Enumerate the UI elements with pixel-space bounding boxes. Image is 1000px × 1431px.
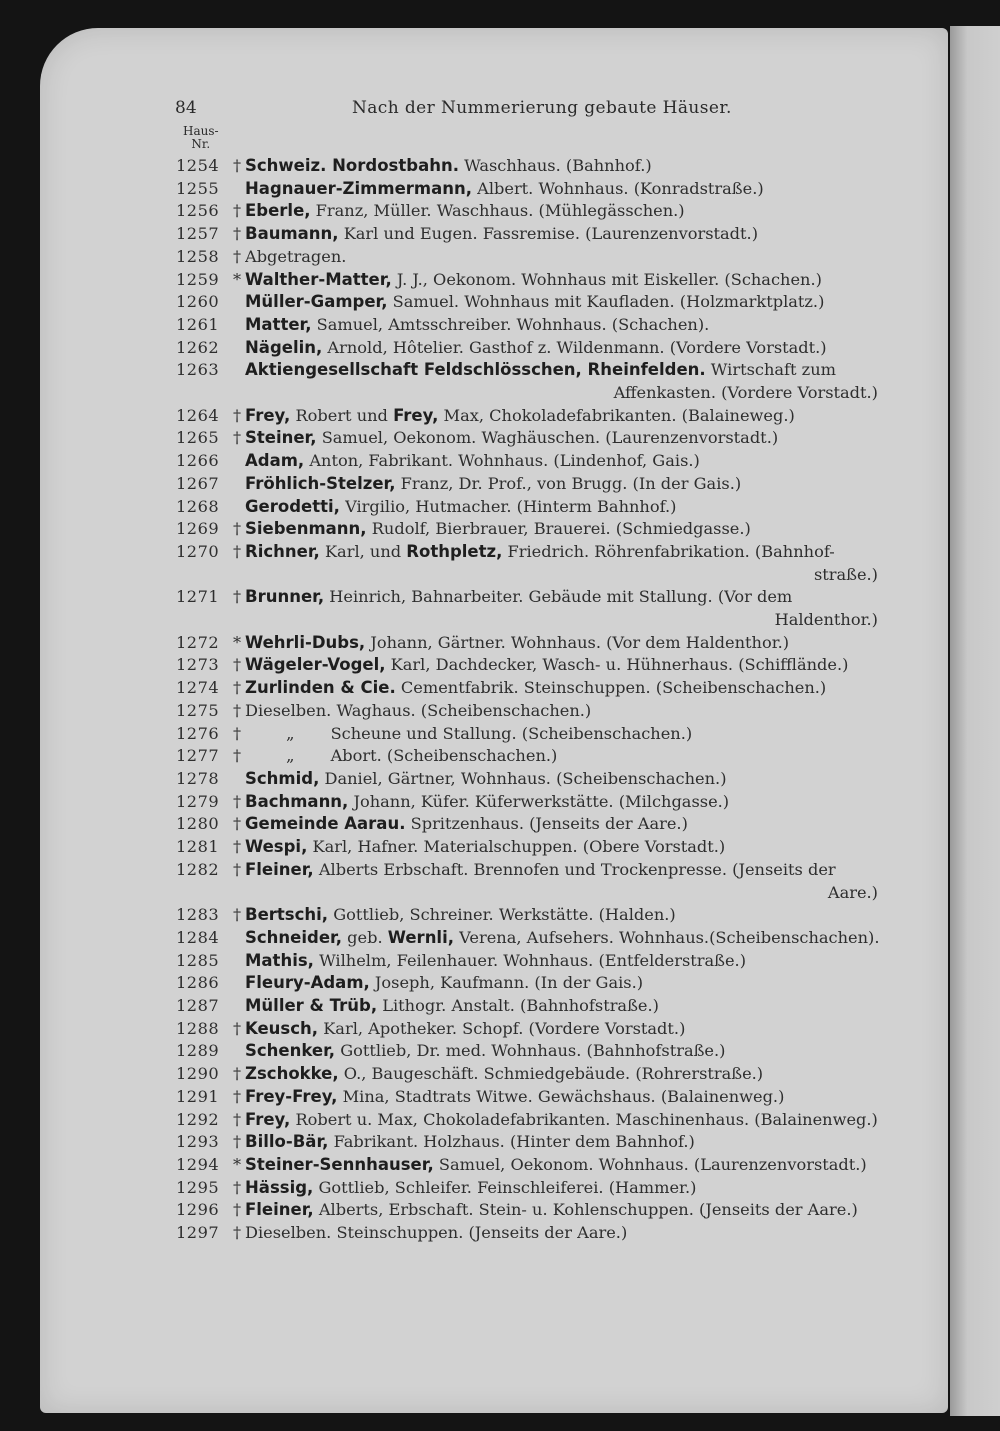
entry-mark <box>229 450 245 473</box>
list-item <box>176 405 906 428</box>
list-item <box>176 1222 906 1245</box>
entry-description: Fabrikant. Holzhaus. (Hinter dem Bahnhof.) <box>328 1132 695 1152</box>
house-number: 1290 <box>176 1064 220 1084</box>
house-number: 1276 <box>176 723 220 743</box>
entry-text <box>245 1109 906 1132</box>
owner-name: Zschokke, <box>245 1064 339 1084</box>
house-number: 1281 <box>176 837 220 857</box>
entry-mark: * <box>232 269 242 289</box>
entry-description: Franz, Müller. Waschhaus. (Mühlegässchen.) <box>310 201 685 221</box>
owner-name: Billo-Bär, <box>245 1132 329 1152</box>
entry-text <box>245 654 906 677</box>
owner-name-2: Rothpletz, <box>406 541 503 561</box>
list-item <box>176 1018 906 1041</box>
entry-mark <box>229 337 245 360</box>
entry-text <box>245 200 906 223</box>
entry-text <box>245 1086 906 1109</box>
list-item <box>176 1086 906 1109</box>
entry-mark <box>229 972 245 995</box>
house-number: 1282 <box>176 859 220 879</box>
entry-description: Virgilio, Hutmacher. (Hinterm Bahnhof.) <box>339 496 677 516</box>
entry-description: Robert und <box>290 405 394 425</box>
entry-mark: † <box>232 1177 242 1197</box>
list-item <box>176 813 906 836</box>
entry-text <box>245 1177 906 1200</box>
house-number: 1265 <box>176 428 220 448</box>
owner-name: Steiner-Sennhauser, <box>245 1154 434 1174</box>
entry-text <box>245 768 906 791</box>
owner-name: Frey, <box>245 1109 291 1129</box>
house-number: 1270 <box>176 541 220 561</box>
entry-mark: † <box>232 541 242 561</box>
list-item <box>176 859 906 882</box>
entry-description: Arnold, Hôtelier. Gasthof z. Wildenmann. (Vordere Vorstadt.) <box>322 337 827 357</box>
entry-mark: † <box>232 814 242 834</box>
owner-name: Müller-Gamper, <box>245 292 388 312</box>
list-item <box>176 200 906 223</box>
entry-text <box>245 246 906 269</box>
entry-text <box>245 291 906 314</box>
owner-name: Matter, <box>245 314 312 334</box>
list-item <box>176 836 906 859</box>
entry-text <box>245 745 906 768</box>
house-number: 1257 <box>176 224 220 244</box>
entry-description: geb. <box>342 927 388 947</box>
list-item <box>176 972 906 995</box>
list-item <box>176 518 906 541</box>
entry-mark: † <box>232 723 242 743</box>
entry-mark <box>229 995 245 1018</box>
entry-mark: † <box>232 428 242 448</box>
house-number: 1288 <box>176 1018 220 1038</box>
entry-text <box>245 450 906 473</box>
entry-mark: † <box>232 655 242 675</box>
entry-mark: † <box>232 1132 242 1152</box>
entry-description: Karl, und <box>319 541 407 561</box>
list-item <box>176 246 906 269</box>
entry-description: „ Scheune und Stallung. (Scheibenschachen.) <box>245 723 693 743</box>
entry-description-2: Friedrich. Röhrenfabrikation. (Bahnhof- <box>502 541 835 561</box>
house-number: 1259 <box>176 269 220 289</box>
house-number: 1295 <box>176 1177 220 1197</box>
entry-mark: † <box>232 405 242 425</box>
list-item <box>176 359 906 382</box>
entry-description: Karl, Apotheker. Schopf. (Vordere Vorstadt.) <box>318 1018 686 1038</box>
entry-text <box>245 950 906 973</box>
house-number: 1278 <box>176 768 220 788</box>
list-item <box>176 904 906 927</box>
house-number: 1280 <box>176 814 220 834</box>
entry-description: Karl und Eugen. Fassremise. (Laurenzenvorstadt.) <box>338 224 759 244</box>
entry-description: Samuel, Amtsschreiber. Wohnhaus. (Schachen). <box>311 314 710 334</box>
house-number: 1268 <box>176 496 220 516</box>
owner-name: Wespi, <box>245 837 308 857</box>
house-number: 1287 <box>176 996 220 1016</box>
entry-mark <box>229 291 245 314</box>
house-number: 1254 <box>176 156 220 175</box>
entry-description: O., Baugeschäft. Schmiedgebäude. (Rohrerstraße.) <box>338 1064 764 1084</box>
entry-text <box>245 1131 906 1154</box>
list-item <box>176 223 906 246</box>
entry-text <box>245 836 906 859</box>
owner-name: Steiner, <box>245 428 317 448</box>
list-item <box>176 723 906 746</box>
entry-text <box>245 1222 906 1245</box>
entry-mark: † <box>232 1064 242 1084</box>
owner-name: Bachmann, <box>245 791 349 811</box>
list-item <box>176 927 906 950</box>
list-item <box>176 178 906 201</box>
owner-name: Schenker, <box>245 1041 336 1061</box>
house-number: 1275 <box>176 700 220 720</box>
entry-text <box>245 337 906 360</box>
owner-name: Hagnauer-Zimmermann, <box>245 178 472 198</box>
page-title: Nach der Nummerierung gebaute Häuser. <box>352 98 732 118</box>
next-page-edge <box>950 26 1000 1416</box>
house-number: 1293 <box>176 1132 220 1152</box>
entry-mark: † <box>232 224 242 244</box>
column-label <box>183 125 219 151</box>
entry-description: Johann, Küfer. Küferwerkstätte. (Milchgasse.) <box>348 791 730 811</box>
entry-description: Samuel. Wohnhaus mit Kaufladen. (Holzmarktplatz.) <box>387 292 825 312</box>
house-number: 1264 <box>176 405 220 425</box>
entry-continuation: Haldenthor.) <box>774 610 878 630</box>
house-number: 1266 <box>176 451 220 471</box>
entry-text <box>245 723 906 746</box>
list-item <box>176 654 906 677</box>
entry-mark: † <box>232 678 242 698</box>
entry-mark: † <box>232 746 242 766</box>
entry-description: Karl, Dachdecker, Wasch- u. Hühnerhaus. (Schifflände.) <box>385 655 849 675</box>
entry-text <box>245 269 906 292</box>
house-number: 1286 <box>176 973 220 993</box>
owner-name: Fleury-Adam, <box>245 973 370 993</box>
list-item <box>176 700 906 723</box>
entry-mark: † <box>232 1086 242 1106</box>
list-item <box>176 768 906 791</box>
entry-mark: † <box>232 201 242 221</box>
entry-text <box>245 632 906 655</box>
list-item <box>176 586 906 609</box>
owner-name: Wehrli-Dubs, <box>245 632 366 652</box>
owner-name: Siebenmann, <box>245 519 367 539</box>
owner-name: Walther-Matter, <box>245 269 392 289</box>
entry-description: Alberts Erbschaft. Brennofen und Trockenpresse. (Jenseits der <box>313 859 836 879</box>
list-item <box>176 632 906 655</box>
owner-name: Fröhlich-Stelzer, <box>245 473 396 493</box>
house-number: 1284 <box>176 927 220 947</box>
entry-text <box>245 518 906 541</box>
owner-name: Gerodetti, <box>245 496 340 516</box>
entry-mark: * <box>232 1154 242 1174</box>
house-number: 1296 <box>176 1200 220 1220</box>
entry-description: Samuel, Oekonom. Waghäuschen. (Laurenzenvorstadt.) <box>316 428 779 448</box>
entry-description: Joseph, Kaufmann. (In der Gais.) <box>369 973 644 993</box>
entry-description: Daniel, Gärtner, Wohnhaus. (Scheibenschachen.) <box>319 768 727 788</box>
entry-description: Robert u. Max, Chokoladefabrikanten. Maschinenhaus. (Balainenweg.) <box>290 1109 878 1129</box>
entry-description: Gottlieb, Schreiner. Werkstätte. (Halden.) <box>328 905 676 925</box>
entry-text <box>245 541 906 564</box>
entry-description: „ Abort. (Scheibenschachen.) <box>245 746 558 766</box>
list-item <box>176 1040 906 1063</box>
owner-name: Mathis, <box>245 950 314 970</box>
entry-text <box>245 859 906 882</box>
entry-description: Dieselben. Waghaus. (Scheibenschachen.) <box>245 700 592 720</box>
entry-text <box>245 178 906 201</box>
list-item <box>176 541 906 564</box>
owner-name: Aktiengesellschaft Feldschlösschen, Rheinfelden. <box>245 360 706 380</box>
entry-description-2: Verena, Aufsehers. Wohnhaus.(Scheibenschachen). <box>454 927 880 947</box>
list-item <box>176 1177 906 1200</box>
entry-mark <box>229 496 245 519</box>
entry-text <box>245 427 906 450</box>
entry-mark: † <box>232 156 242 175</box>
owner-name: Hässig, <box>245 1177 314 1197</box>
owner-name: Müller & Trüb, <box>245 996 378 1016</box>
list-item <box>176 995 906 1018</box>
entry-description: Anton, Fabrikant. Wohnhaus. (Lindenhof, Gais.) <box>304 451 700 471</box>
column-label-line-2: Nr. <box>191 137 211 151</box>
entry-description: J. J., Oekonom. Wohnhaus mit Eiskeller. (Schachen.) <box>391 269 822 289</box>
entry-text <box>245 1199 906 1222</box>
house-number: 1273 <box>176 655 220 675</box>
entry-mark: † <box>232 1223 242 1243</box>
house-number: 1261 <box>176 314 220 334</box>
list-item <box>176 1131 906 1154</box>
entry-text <box>245 677 906 700</box>
entry-description: Mina, Stadtrats Witwe. Gewächshaus. (Balainenweg.) <box>337 1086 785 1106</box>
entry-description: Franz, Dr. Prof., von Brugg. (In der Gais.) <box>395 473 742 493</box>
entry-mark: † <box>232 837 242 857</box>
house-number: 1291 <box>176 1086 220 1106</box>
entry-text <box>245 223 906 246</box>
owner-name: Richner, <box>245 541 320 561</box>
house-list <box>176 155 906 1245</box>
list-item <box>176 427 906 450</box>
entry-description: Samuel, Oekonom. Wohnhaus. (Laurenzenvorstadt.) <box>433 1154 867 1174</box>
entry-text <box>245 927 906 950</box>
entry-mark: † <box>232 1200 242 1220</box>
owner-name: Zurlinden & Cie. <box>245 678 396 698</box>
column-label-line-1: Haus- <box>183 124 219 138</box>
entry-mark <box>229 950 245 973</box>
owner-name: Schweiz. Nordostbahn. <box>245 156 459 175</box>
entry-text <box>245 791 906 814</box>
house-number: 1272 <box>176 632 220 652</box>
owner-name: Nägelin, <box>245 337 323 357</box>
entry-text <box>245 1018 906 1041</box>
entry-mark <box>229 1040 245 1063</box>
owner-name: Frey, <box>245 405 291 425</box>
entry-mark <box>229 314 245 337</box>
house-number: 1297 <box>176 1223 220 1243</box>
house-number: 1255 <box>176 178 220 198</box>
owner-name: Fleiner, <box>245 1200 314 1220</box>
list-item <box>176 337 906 360</box>
owner-name: Schmid, <box>245 768 320 788</box>
entry-text <box>245 995 906 1018</box>
house-number: 1283 <box>176 905 220 925</box>
entry-text <box>245 405 906 428</box>
house-number: 1271 <box>176 587 220 607</box>
owner-name-2: Frey, <box>393 405 439 425</box>
entry-mark: † <box>232 246 242 266</box>
owner-name: Frey-Frey, <box>245 1086 338 1106</box>
list-item <box>176 1063 906 1086</box>
house-number: 1258 <box>176 246 220 266</box>
list-item <box>176 1154 906 1177</box>
entry-description: Wilhelm, Feilenhauer. Wohnhaus. (Entfelderstraße.) <box>313 950 747 970</box>
entry-description: Wirtschaft zum <box>705 360 836 380</box>
entry-mark: † <box>232 700 242 720</box>
entry-description: Johann, Gärtner. Wohnhaus. (Vor dem Haldenthor.) <box>365 632 790 652</box>
house-number: 1269 <box>176 519 220 539</box>
owner-name: Baumann, <box>245 224 339 244</box>
owner-name: Brunner, <box>245 587 325 607</box>
house-number: 1262 <box>176 337 220 357</box>
entry-mark: † <box>232 859 242 879</box>
house-number: 1274 <box>176 678 220 698</box>
owner-name-2: Wernli, <box>387 927 455 947</box>
entry-text <box>245 496 906 519</box>
entry-mark: † <box>232 1109 242 1129</box>
entry-mark <box>229 768 245 791</box>
entry-mark <box>229 927 245 950</box>
entry-description: Heinrich, Bahnarbeiter. Gebäude mit Stallung. (Vor dem <box>324 587 793 607</box>
entry-text <box>245 155 906 178</box>
owner-name: Gemeinde Aarau. <box>245 814 406 834</box>
entry-description: Albert. Wohnhaus. (Konradstraße.) <box>471 178 764 198</box>
house-number: 1256 <box>176 201 220 221</box>
entry-description: Karl, Hafner. Materialschuppen. (Obere Vorstadt.) <box>307 837 726 857</box>
entry-description: Dieselben. Steinschuppen. (Jenseits der Aare.) <box>245 1223 628 1243</box>
house-number: 1263 <box>176 360 220 380</box>
entry-description: Cementfabrik. Steinschuppen. (Scheibenschachen.) <box>395 678 827 698</box>
entry-text <box>245 813 906 836</box>
house-number: 1260 <box>176 292 220 312</box>
entry-continuation: straße.) <box>813 564 878 584</box>
entry-mark: † <box>232 791 242 811</box>
owner-name: Schneider, <box>245 927 342 947</box>
entry-text <box>245 972 906 995</box>
owner-name: Adam, <box>245 451 305 471</box>
entry-description: Abgetragen. <box>245 246 347 266</box>
entry-text <box>245 700 906 723</box>
entry-description-2: Max, Chokoladefabrikanten. (Balaineweg.) <box>438 405 795 425</box>
house-number: 1279 <box>176 791 220 811</box>
owner-name: Keusch, <box>245 1018 319 1038</box>
entry-description: Spritzenhaus. (Jenseits der Aare.) <box>405 814 688 834</box>
list-item <box>176 450 906 473</box>
list-item <box>176 1109 906 1132</box>
list-item <box>176 155 906 178</box>
list-item <box>176 496 906 519</box>
entry-description: Waschhaus. (Bahnhof.) <box>458 156 652 175</box>
entry-mark <box>229 178 245 201</box>
list-item <box>176 950 906 973</box>
entry-text <box>245 359 906 382</box>
house-number: 1292 <box>176 1109 220 1129</box>
entry-mark <box>229 473 245 496</box>
entry-text <box>245 1040 906 1063</box>
house-number: 1285 <box>176 950 220 970</box>
list-item <box>176 677 906 700</box>
entry-mark <box>229 359 245 382</box>
owner-name: Bertschi, <box>245 905 329 925</box>
house-number: 1289 <box>176 1041 220 1061</box>
entry-description: Rudolf, Bierbrauer, Brauerei. (Schmiedgasse.) <box>366 519 751 539</box>
entry-mark: † <box>232 587 242 607</box>
owner-name: Wägeler-Vogel, <box>245 655 386 675</box>
page-number: 84 <box>175 98 197 118</box>
entry-text <box>245 904 906 927</box>
entry-mark: † <box>232 1018 242 1038</box>
list-item <box>176 269 906 292</box>
list-item <box>176 314 906 337</box>
entry-continuation: Affenkasten. (Vordere Vorstadt.) <box>613 383 878 403</box>
house-number: 1294 <box>176 1154 220 1174</box>
entry-continuation: Aare.) <box>827 882 878 902</box>
entry-description: Gottlieb, Dr. med. Wohnhaus. (Bahnhofstraße.) <box>335 1041 726 1061</box>
entry-text <box>245 1154 906 1177</box>
entry-description: Lithogr. Anstalt. (Bahnhofstraße.) <box>377 996 659 1016</box>
entry-mark: † <box>232 905 242 925</box>
entry-text <box>245 473 906 496</box>
list-item <box>176 745 906 768</box>
owner-name: Fleiner, <box>245 859 314 879</box>
house-number: 1277 <box>176 746 220 766</box>
entry-mark: † <box>232 519 242 539</box>
list-item <box>176 1199 906 1222</box>
entry-text <box>245 314 906 337</box>
owner-name: Eberle, <box>245 201 311 221</box>
entry-mark: * <box>232 632 242 652</box>
house-number: 1267 <box>176 473 220 493</box>
list-item <box>176 473 906 496</box>
entry-description: Alberts, Erbschaft. Stein- u. Kohlenschuppen. (Jenseits der Aare.) <box>313 1200 858 1220</box>
entry-text <box>245 586 906 609</box>
list-item <box>176 791 906 814</box>
entry-text <box>245 1063 906 1086</box>
entry-description: Gottlieb, Schleifer. Feinschleiferei. (Hammer.) <box>313 1177 697 1197</box>
list-item <box>176 291 906 314</box>
